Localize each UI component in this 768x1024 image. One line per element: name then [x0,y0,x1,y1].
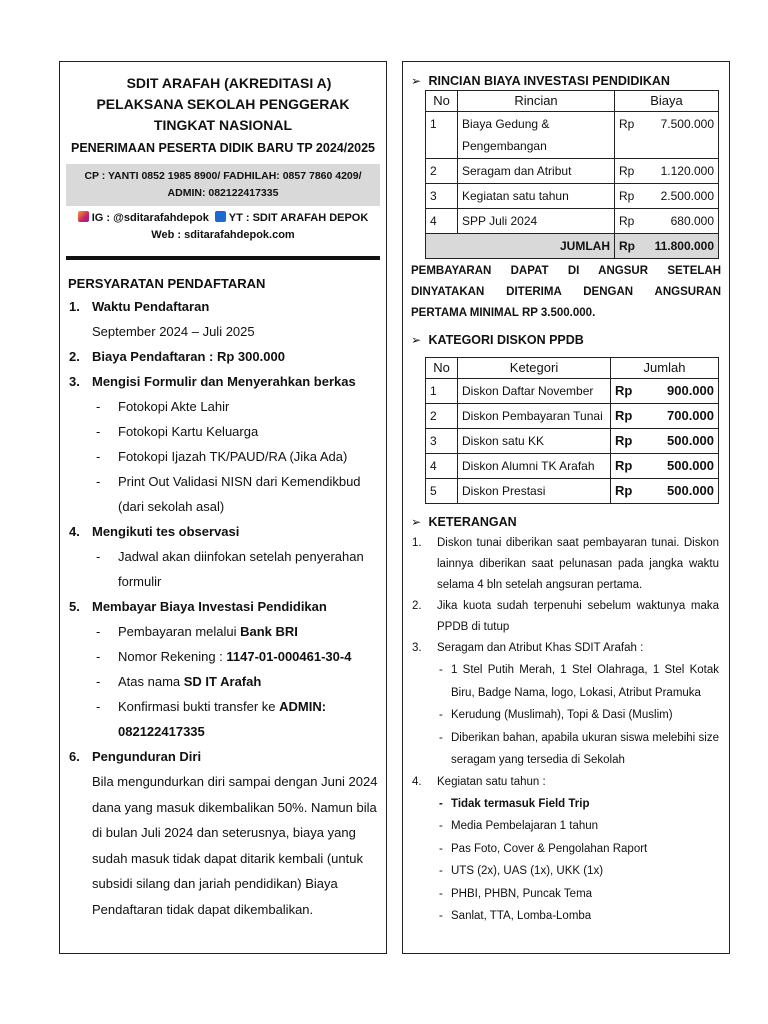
notes-heading [403,513,729,531]
list-item [92,694,378,744]
instagram-handle[interactable]: IG : @sditarafahdepok [91,212,209,224]
note-number: 1. [412,537,422,549]
instagram-icon [78,211,89,222]
note-item [411,772,719,928]
column-header: Biaya [615,91,719,112]
total-amount: 11.800.000 [651,234,719,259]
list-item: - Print Out Validasi NISN dari Kemendikbud (dari sekolah asal) [92,469,378,519]
requirements-list [60,294,386,922]
cell-currency: Rp [611,379,647,404]
contact-box [66,164,380,206]
cell-no: 1 [426,379,458,404]
text: Konfirmasi bukti transfer ke [118,699,280,714]
activities-list [437,793,719,928]
text: Nomor Rekening : [118,649,227,664]
note-number: 3. [412,642,422,654]
heading-text: KATEGORI DISKON PPDB [428,333,584,347]
contact-persons: CP : YANTI 0852 1985 8900/ FADHILAH: 0857 7860 4209/ [84,170,362,182]
cell-currency: Rp [615,159,651,184]
heading-text: KETERANGAN [428,515,517,529]
item-label: Mengisi Formulir dan Menyerahkan berkas [92,374,356,389]
column-header: No [426,358,458,379]
note-number: 4. [412,775,422,788]
list-item: - Media Pembelajaran 1 tahun [437,815,719,838]
requirements-panel [59,61,387,954]
requirement-item [68,744,378,922]
table-row [426,454,719,479]
list-item: - Fotokopi Akte Lahir [92,394,378,419]
note-item [411,596,719,638]
table-header-row [426,91,719,112]
total-currency: Rp [615,234,651,259]
requirement-item [68,294,378,344]
requirement-item [68,344,378,369]
note-text: Seragam dan Atribut Khas SDIT Arafah : [437,642,644,654]
item-number: 5. [69,599,80,614]
list-item [92,619,378,644]
item-number: 1. [69,299,80,314]
table-row [426,184,719,209]
table-row [426,429,719,454]
cell-amount: 1.120.000 [651,159,719,184]
list-item: - 1 Stel Putih Merah, 1 Stel Olahraga, 1 Stel Kotak Biru, Badge Nama, logo, Lokasi, Atribut Pramuka [437,659,719,704]
item-label: Membayar Biaya Investasi Pendidikan [92,599,327,614]
item-label: Mengikuti tes observasi [92,524,240,539]
discount-table [425,357,719,504]
cell-currency: Rp [611,454,647,479]
cell-currency: Rp [615,209,651,234]
item-label: Pengunduran Diri [92,749,202,764]
table-row [426,379,719,404]
table-row [426,479,719,504]
investment-heading [403,72,729,90]
total-row [426,234,719,259]
cell-rincian: Kegiatan satu tahun [458,184,615,209]
note-item [411,638,719,772]
school-tagline: PELAKSANA SEKOLAH PENGGERAK [96,96,350,112]
item-number: 6. [69,749,80,764]
note-number: 2. [412,600,422,612]
registration-period: September 2024 – Juli 2025 [92,324,255,339]
contact-admin: ADMIN: 082122417335 [167,187,279,199]
column-header: Jumlah [611,358,719,379]
cell-no: 1 [426,112,458,159]
item-number: 4. [69,524,80,539]
website[interactable]: Web : sditarafahdepok.com [151,229,295,241]
cell-kategori: Diskon Daftar November [458,379,611,404]
cell-amount: 500.000 [647,479,719,504]
requirements-heading: PERSYARATAN PENDAFTARAN [68,276,266,291]
cell-no: 5 [426,479,458,504]
cell-no: 2 [426,159,458,184]
table-row [426,209,719,234]
list-item: - Fotokopi Kartu Keluarga [92,419,378,444]
bank-name: Bank BRI [240,624,298,639]
list-item: - Diberikan bahan, apabila ukuran siswa melebihi size seragam yang tersedia di Sekolah [437,727,719,772]
youtube-icon [215,211,226,222]
account-holder: SD IT Arafah [183,674,262,689]
admin-contact: ADMIN: 082122417335 [118,699,327,739]
cell-no: 4 [426,454,458,479]
cell-currency: Rp [615,184,651,209]
payment-list [92,619,378,744]
uniform-list [437,659,719,772]
list-item [92,644,378,669]
school-level: TINGKAT NASIONAL [153,117,293,133]
table-header-row [426,358,719,379]
requirement-item [68,519,378,594]
table-row [426,404,719,429]
cell-kategori: Diskon Prestasi [458,479,611,504]
cell-no: 2 [426,404,458,429]
list-item: - Fotokopi Ijazah TK/PAUD/RA (Jika Ada) [92,444,378,469]
cell-rincian: SPP Juli 2024 [458,209,615,234]
social-links [60,210,386,227]
item-number: 3. [69,374,80,389]
cell-kategori: Diskon Alumni TK Arafah [458,454,611,479]
table-row [426,112,719,159]
cell-rincian: Biaya Gedung & Pengembangan [458,112,615,159]
note-text: Jika kuota sudah terpenuhi sebelum waktunya maka PPDB di tutup [437,600,719,633]
note-item [411,533,719,596]
cell-amount: 2.500.000 [651,184,719,209]
investment-table [425,90,719,259]
list-item: - Sanlat, TTA, Lomba-Lomba [437,905,719,928]
installment-notice: PEMBAYARAN DAPAT DI ANGSUR SETELAH DINYATAKAN DITERIMA DENGAN ANGSURAN PERTAMA MINIMAL RP 3.500.000. [411,265,721,319]
item-number: 2. [69,349,80,364]
requirement-item [68,594,378,744]
note-text: Diskon tunai diberikan saat pembayaran tunai. Diskon lainnya diberikan saat pelunasan pada jangka waktu selama 4 bln setelah angsuran pertama. [437,537,719,591]
cell-amount: 900.000 [647,379,719,404]
cell-no: 4 [426,209,458,234]
list-item: - UTS (2x), UAS (1x), UKK (1x) [437,860,719,883]
table-row [426,159,719,184]
cell-amount: 700.000 [647,404,719,429]
note-text: Kegiatan satu tahun : [437,775,546,788]
cell-rincian: Seragam dan Atribut [458,159,615,184]
header-divider [66,256,380,260]
cell-amount: 680.000 [651,209,719,234]
cell-no: 3 [426,184,458,209]
ppdb-subtitle: PENERIMAAN PESERTA DIDIK BARU TP 2024/2025 [70,141,376,155]
column-header: No [426,91,458,112]
list-item: - Pas Foto, Cover & Pengolahan Raport [437,838,719,861]
total-label: JUMLAH [426,234,615,259]
column-header: Ketegori [458,358,611,379]
column-header: Rincian [458,91,615,112]
discount-heading [403,331,729,349]
requirement-item [68,369,378,519]
cell-currency: Rp [611,479,647,504]
registration-fee: Biaya Pendaftaran : Rp 300.000 [92,349,285,364]
list-item: - PHBI, PHBN, Puncak Tema [437,883,719,906]
cell-kategori: Diskon Pembayaran Tunai [458,404,611,429]
list-item: - Tidak termasuk Field Trip [437,793,719,816]
list-item: - Jadwal akan diinfokan setelah penyerahan formulir [92,544,378,594]
document-list [92,394,378,519]
cell-currency: Rp [611,404,647,429]
cell-amount: 500.000 [647,454,719,479]
heading-text: RINCIAN BIAYA INVESTASI PENDIDIKAN [428,74,670,88]
arrow-bullet-icon: ➢ [411,333,422,347]
list-item: - Kerudung (Muslimah), Topi & Dasi (Muslim) [437,704,719,727]
cell-kategori: Diskon satu KK [458,429,611,454]
arrow-bullet-icon: ➢ [411,515,422,529]
cell-currency: Rp [611,429,647,454]
arrow-bullet-icon: ➢ [411,74,422,88]
list-item [92,669,378,694]
text: Atas nama [118,674,184,689]
youtube-channel[interactable]: YT : SDIT ARAFAH DEPOK [228,212,369,224]
text: Pembayaran melalui [118,624,241,639]
cell-currency: Rp [615,112,651,159]
school-name: SDIT ARAFAH (AKREDITASI A) [126,75,332,91]
costs-panel [402,61,730,954]
cell-no: 3 [426,429,458,454]
account-number: 1147-01-000461-30-4 [226,649,352,664]
cell-amount: 500.000 [647,429,719,454]
notes-list [403,533,729,928]
withdrawal-policy: Bila mengundurkan diri sampai dengan Juni 2024 dana yang masuk dikembalikan 50%. Namun bila di bulan Juli 2024 dan seterusnya, biaya yang sudah masuk tidak dapat ditarik kembali (untuk subsidi silang dan jariah pendidikan) Biaya Pendaftaran tidak dapat dikembalikan. [92,774,378,917]
observation-list [92,544,378,594]
item-label: Waktu Pendaftaran [92,299,210,314]
cell-amount: 7.500.000 [651,112,719,159]
